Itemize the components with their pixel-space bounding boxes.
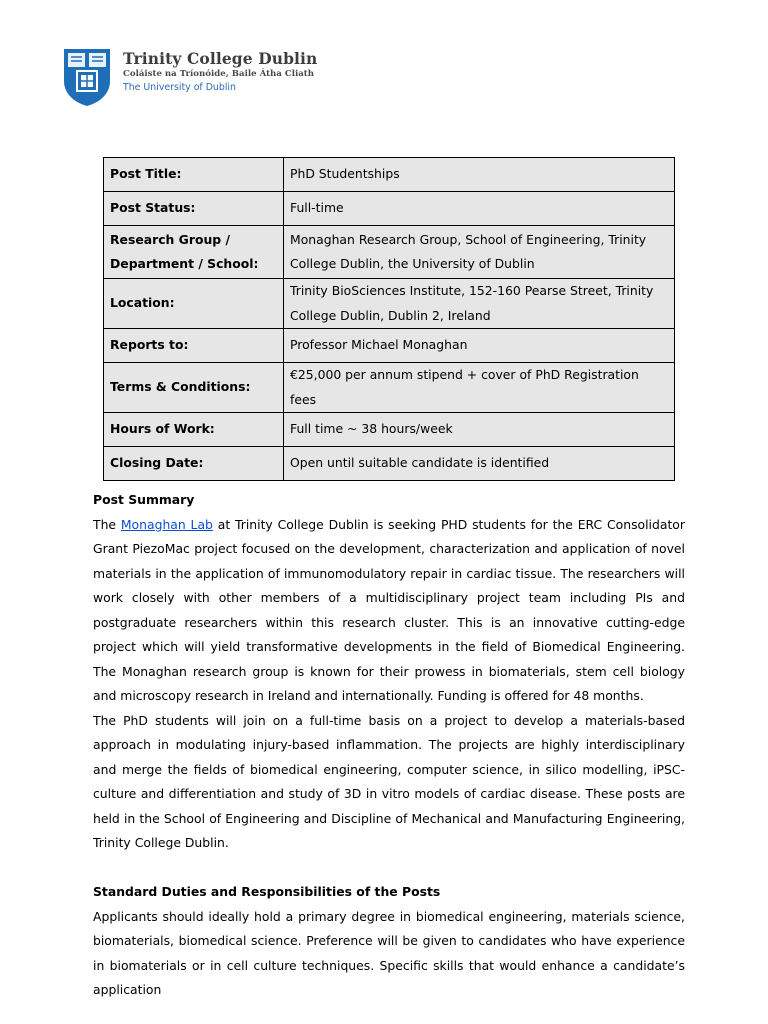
table-row [104, 192, 675, 226]
row-value: Professor Michael Monaghan [284, 329, 675, 363]
row-label: Location: [104, 279, 284, 329]
logo-irish-name: Coláiste na Tríonóide, Baile Átha Cliath [123, 69, 315, 79]
table-row [104, 226, 675, 279]
post-info-table [103, 157, 675, 481]
table-row [104, 363, 675, 413]
duties-paragraph-1: Applicants should ideally hold a primary degree in biomedical engineering, materials science, biomaterials, biomedical science. Preference will be given to candidates who have experience in biomaterials or in cell culture techniques. Specific skills that would enhance a candidate’s application [93, 908, 685, 997]
row-value: Monaghan Research Group, School of Engineering, Trinity College Dublin, the University of Dublin [284, 226, 675, 279]
row-label: Reports to: [104, 329, 284, 363]
row-label: Post Status: [104, 192, 284, 226]
table-row [104, 158, 675, 192]
post-summary-paragraph-1 [93, 513, 685, 709]
tcd-crest-icon [62, 47, 112, 107]
summary-prefix: The [93, 516, 117, 532]
row-value: Trinity BioSciences Institute, 152-160 Pearse Street, Trinity College Dublin, Dublin 2, Ireland [284, 279, 675, 329]
row-value: PhD Studentships [284, 158, 675, 192]
duties-heading: Standard Duties and Responsibilities of the Posts [93, 884, 441, 899]
row-label: Closing Date: [104, 447, 284, 481]
row-label: Hours of Work: [104, 413, 284, 447]
row-label: Post Title: [104, 158, 284, 192]
tcd-logo [62, 47, 322, 109]
post-summary-paragraph-2: The PhD students will join on a full-time basis on a project to develop a materials-based approach in modulating injury-based inflammation. The projects are highly interdisciplinary and merge the fields of biomedical engineering, computer science, in silico modelling, iPSC-culture and differentiation and study of 3D in vitro models of cardiac disease. These posts are held in the School of Engineering and Discipline of Mechanical and Manufacturing Engineering, Trinity College Dublin. [93, 712, 685, 850]
monaghan-lab-link[interactable]: Monaghan Lab [120, 516, 213, 532]
table-row [104, 279, 675, 329]
document-body [93, 488, 685, 1003]
row-label: Terms & Conditions: [104, 363, 284, 413]
table-row [104, 413, 675, 447]
summary-text: at Trinity College Dublin is seeking PHD students for the ERC Consolidator Grant PiezoMac project focused on the development, characterization and application of novel materials in the application of immunomodulatory repair in cardiac tissue. The researchers will work closely with other members of a multidisciplinary project team including PIs and postgraduate researchers within this research cluster. This is an innovative cutting-edge project which will yield transformative developments in the field of Biomedical Engineering. The Monaghan research group is known for their prowess in biomaterials, stem cell biology and microscopy research in Ireland and internationally. Funding is offered for 48 months. [93, 516, 685, 703]
row-value: Full-time [284, 192, 675, 226]
row-value: Open until suitable candidate is identified [284, 447, 675, 481]
table-row [104, 447, 675, 481]
table-row [104, 329, 675, 363]
row-value: €25,000 per annum stipend + cover of PhD Registration fees [284, 363, 675, 413]
row-value: Full time ~ 38 hours/week [284, 413, 675, 447]
post-summary-heading: Post Summary [93, 492, 195, 507]
row-label: Research Group / Department / School: [104, 226, 284, 279]
logo-name: Trinity College Dublin [123, 49, 318, 68]
logo-university: The University of Dublin [123, 82, 236, 93]
